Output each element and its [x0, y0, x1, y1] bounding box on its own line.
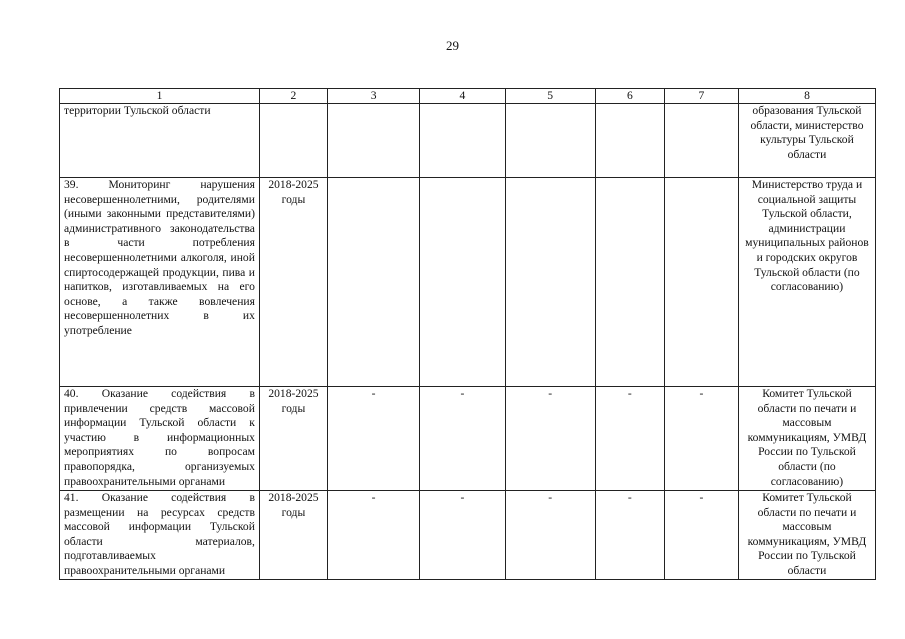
column-header-1: 1 — [60, 89, 260, 104]
executor-cell: образования Тульской области, министерство культуры Тульской области — [738, 104, 875, 178]
funding-cell — [595, 178, 664, 387]
executor-cell: Комитет Тульской области по печати и массовым коммуникациям, УМВД России по Тульской области (по согласованию) — [738, 387, 875, 491]
funding-cell: - — [595, 491, 664, 580]
column-header-2: 2 — [259, 89, 327, 104]
funding-cell — [420, 104, 505, 178]
executor-cell: Министерство труда и социальной защиты Тульской области, администрации муниципальных районов и городских округов Тульской области (по согласованию) — [738, 178, 875, 387]
column-header-8: 8 — [738, 89, 875, 104]
executor-cell: Комитет Тульской области по печати и массовым коммуникациям, УМВД России по Тульской области — [738, 491, 875, 580]
column-header-4: 4 — [420, 89, 505, 104]
measure-name-cell: 41. Оказание содействия в размещении на ресурсах средств массовой информации Тульской области материалов, подготавливаемых правоохранительными органами — [60, 491, 260, 580]
column-header-5: 5 — [505, 89, 595, 104]
funding-cell — [664, 178, 738, 387]
funding-cell — [664, 104, 738, 178]
funding-cell — [420, 178, 505, 387]
term-cell — [259, 104, 327, 178]
funding-cell — [505, 178, 595, 387]
measure-name-cell: 40. Оказание содействия в привлечении средств массовой информации Тульской области к участию в информационных мероприятиях по вопросам правопорядка, организуемых правоохранительными органами — [60, 387, 260, 491]
term-cell: 2018-2025 годы — [259, 178, 327, 387]
funding-cell — [595, 104, 664, 178]
funding-cell — [327, 178, 419, 387]
funding-cell: - — [664, 387, 738, 491]
funding-cell: - — [664, 491, 738, 580]
funding-cell — [505, 104, 595, 178]
term-cell: 2018-2025 годы — [259, 491, 327, 580]
table-row — [60, 104, 876, 178]
funding-cell: - — [420, 387, 505, 491]
funding-cell: - — [505, 491, 595, 580]
funding-cell — [327, 104, 419, 178]
table-row — [60, 491, 876, 580]
table-row — [60, 387, 876, 491]
page-number: 29 — [446, 38, 459, 53]
column-header-6: 6 — [595, 89, 664, 104]
column-header-3: 3 — [327, 89, 419, 104]
funding-cell: - — [327, 387, 419, 491]
funding-cell: - — [595, 387, 664, 491]
measure-name-cell: 39. Мониторинг нарушения несовершеннолетними, родителями (иными законными представителями) административного законодательства в части потребления несовершеннолетними алкоголя, иной спиртосодержащей продукции, пива и напитков, изготавливаемых на его основе, а также вовлечения несовершеннолетних в их употребление — [60, 178, 260, 387]
measures-table — [59, 88, 876, 580]
measure-name-cell: территории Тульской области — [60, 104, 260, 178]
funding-cell: - — [505, 387, 595, 491]
funding-cell: - — [420, 491, 505, 580]
funding-cell: - — [327, 491, 419, 580]
table-header-row — [60, 89, 876, 104]
table-row — [60, 178, 876, 387]
column-header-7: 7 — [664, 89, 738, 104]
term-cell: 2018-2025 годы — [259, 387, 327, 491]
